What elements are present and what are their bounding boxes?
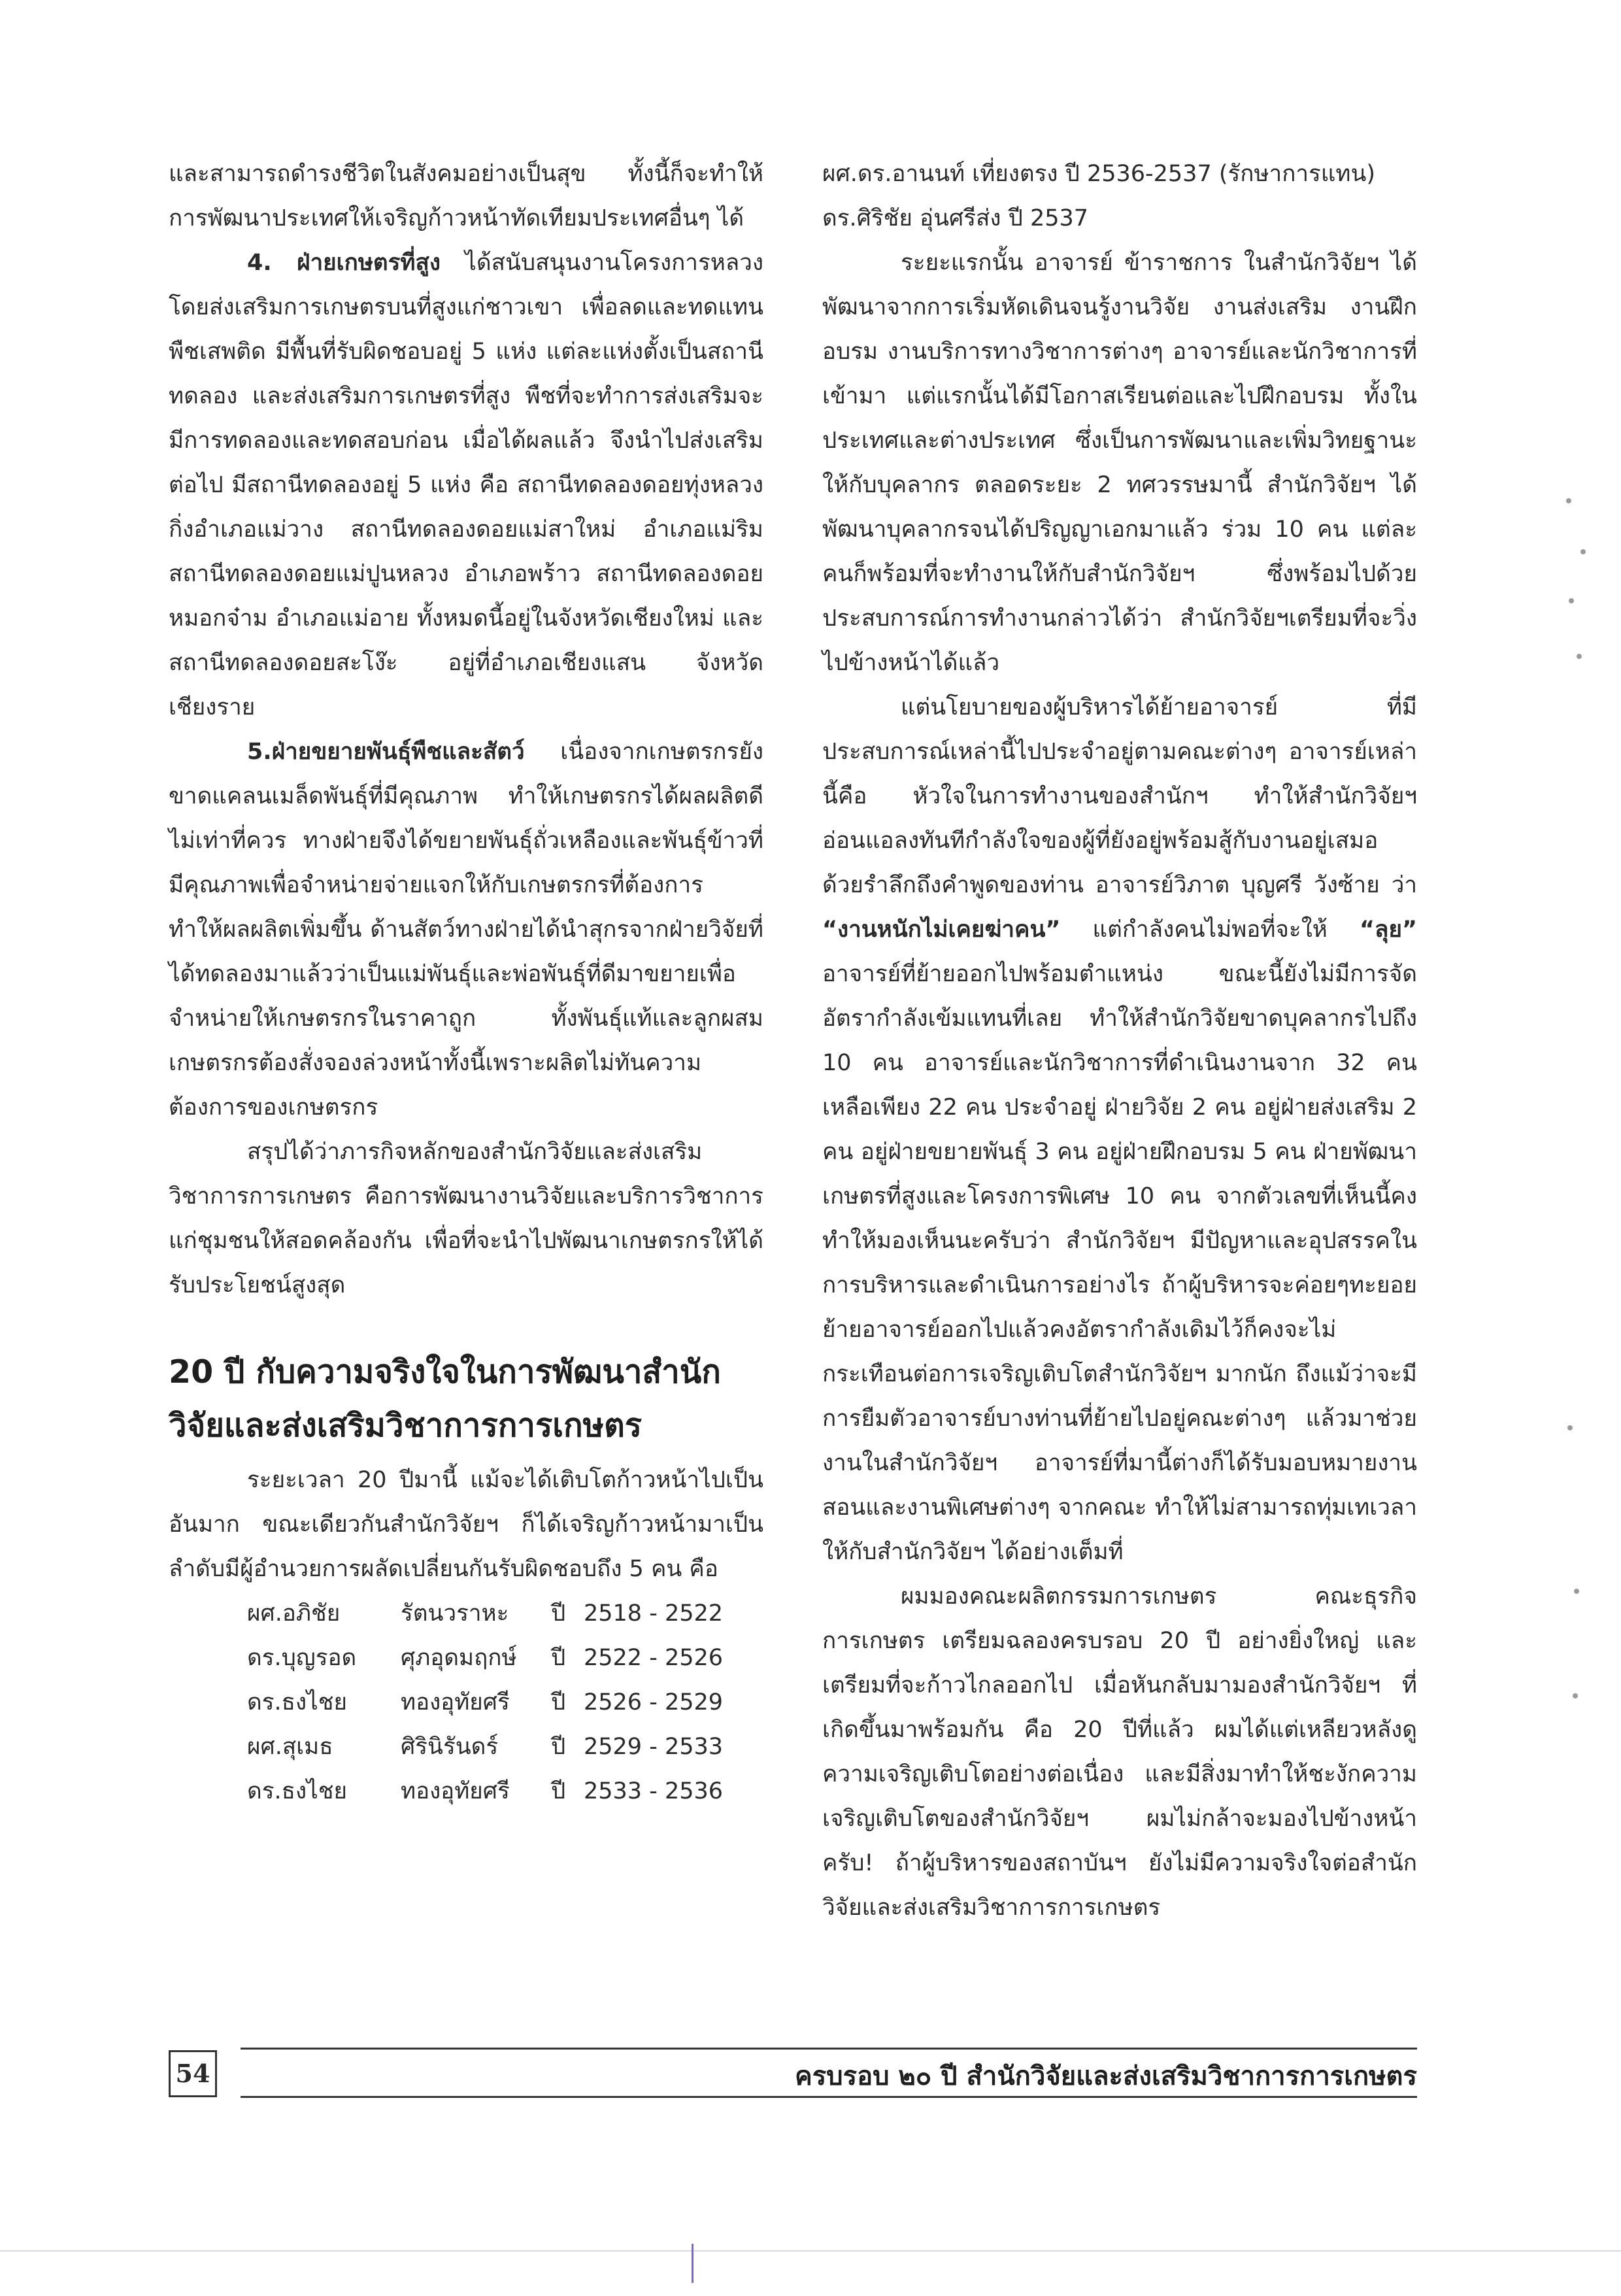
director-line: ผศ.ดร.อานนท์ เที่ยงตรง ปี 2536-2537 (รักษาการแทน) xyxy=(822,161,1376,187)
scan-speck xyxy=(1580,549,1586,554)
scan-speck xyxy=(1573,1693,1578,1698)
paragraph xyxy=(169,241,763,730)
term-years: 2518 - 2522 xyxy=(584,1600,724,1627)
year-label: ปี xyxy=(551,1734,566,1760)
director-row xyxy=(247,1769,763,1814)
paragraph-text: ได้สนับสนุนงานโครงการหลวงโดยส่งเสริมการเกษตรบนที่สูงแก่ชาวเขา เพื่อลดและทดแทนพืชเสพติด มีพื้นที่รับผิดชอบอยู่ 5 แห่ง แต่ละแห่งตั้งเป็นสถานีทดลอง และส่งเสริมการเกษตรที่สูง พืชที่จะทำการส่งเสริมจะมีการทดลองและทดสอบก่อน เมื่อได้ผลแล้ว จึงนำไปส่งเสริมต่อไป มีสถานีทดลองอยู่ 5 แห่ง คือ สถานีทดลองดอยทุ่งหลวง กิ่งอำเภอแม่วาง สถานีทดลองดอยแม่สาใหม่ อำเภอแม่ริม สถานีทดลองดอยแม่ปูนหลวง อำเภอพร้าว สถานีทดลองดอยหมอกจ๋าม อำเภอแม่อาย ทั้งหมดนี้อยู่ในจังหวัดเชียงใหม่ และสถานีทดลองดอยสะโง๊ะ อยู่ที่อำเภอเชียงแสน จังหวัดเชียงราย xyxy=(169,250,763,720)
director-name: ผศ.สุเมธ xyxy=(247,1734,333,1760)
scan-speck xyxy=(1574,1589,1579,1594)
paragraph-text: แต่นโยบายของผู้บริหารได้ย้ายอาจารย์ ที่มีประสบการณ์เหล่านี้ไปประจำอยู่ตามคณะต่างๆ อาจารย์เหล่านี้คือ หัวใจในการทำงานของสำนักฯ ทำให้สำนักวิจัยฯ อ่อนแอลงทันทีกำลังใจของผู้ที่ยังอยู่พร้อมสู้กับงานอยู่เสมอด้วยรำลึกถึงคำพูดของท่าน อาจารย์วิภาต บุญศรี วังซ้าย ว่า xyxy=(822,694,1417,898)
term-years: 2533 - 2536 xyxy=(584,1778,724,1804)
year-label: ปี xyxy=(551,1778,566,1804)
footer-rule-bottom xyxy=(241,2096,1417,2098)
paragraph: ระยะแรกนั้น อาจารย์ ข้าราชการ ในสำนักวิจัยฯ ได้พัฒนาจากการเริ่มหัดเดินจนรู้งานวิจัย งานส่งเสริม งานฝึกอบรม งานบริการทางวิชาการต่างๆ อาจารย์และนักวิชาการที่เข้ามา แต่แรกนั้นได้มีโอกาสเรียนต่อและไปฝึกอบรม ทั้งในประเทศและต่างประเทศ ซึ่งเป็นการพัฒนาและเพิ่มวิทยฐานะให้กับบุคลากร ตลอดระยะ 2 ทศวรรษมานี้ สำนักวิจัยฯ ได้พัฒนาบุคลากรจนได้ปริญญาเอกมาแล้ว ร่วม 10 คน แต่ละคนก็พร้อมที่จะทำงานให้กับสำนักวิจัยฯ ซึ่งพร้อมไปด้วยประสบการณ์การทำงานกล่าวได้ว่า สำนักวิจัยฯเตรียมที่จะวิ่งไปข้างหน้าได้แล้ว xyxy=(822,250,1417,676)
paragraph xyxy=(169,730,763,1130)
scan-edge-line xyxy=(0,2250,1621,2252)
term-years: 2526 - 2529 xyxy=(584,1689,724,1715)
scan-speck xyxy=(1569,598,1574,603)
director-row xyxy=(247,1680,763,1725)
section-label: 4. ฝ่ายเกษตรที่สูง xyxy=(247,250,441,276)
footer-rule-top xyxy=(241,2048,1417,2050)
director-row xyxy=(247,1725,763,1769)
paragraph-text: เนื่องจากเกษตรกรยังขาดแคลนเมล็ดพันธุ์ที่มีคุณภาพ ทำให้เกษตรกรได้ผลผลิตดีไม่เท่าที่ควร ทางฝ่ายจึงได้ขยายพันธุ์ถั่วเหลืองและพันธุ์ข้าวที่มีคุณภาพเพื่อจำหน่ายจ่ายแจกให้กับเกษตรกรที่ต้องการ ทำให้ผลผลิตเพิ่มขึ้น ด้านสัตว์ทางฝ่ายได้นำสุกรจากฝ่ายวิจัยที่ได้ทดลองมาแล้วว่าเป็นแม่พันธุ์และพ่อพันธุ์ที่ดีมาขยายเพื่อจำหน่ายให้เกษตรกรในราคาถูก ทั้งพันธุ์แท้และลูกผสม เกษตรกรต้องสั่งจองล่วงหน้าทั้งนี้เพราะผลิตไม่ทันความต้องการของเกษตรกร xyxy=(169,739,763,1121)
footer-title: ครบรอบ ๒๐ ปี สำนักวิจัยและส่งเสริมวิชาการการเกษตร xyxy=(794,2061,1417,2091)
director-surname: ทองอุทัยศรี xyxy=(401,1689,510,1715)
section-label: 5.ฝ่ายขยายพันธุ์พืชและสัตว์ xyxy=(247,739,525,765)
quote-text: “งานหนักไม่เคยฆ่าคน” xyxy=(822,917,1061,943)
director-name: ผศ.อภิชัย xyxy=(247,1600,341,1627)
director-row xyxy=(247,1636,763,1680)
director-surname: ทองอุทัยศรี xyxy=(401,1778,510,1804)
left-column xyxy=(169,152,763,1814)
section-heading: 20 ปี กับความจริงใจในการพัฒนาสำนักวิจัยและส่งเสริมวิชาการการเกษตร xyxy=(169,1353,721,1444)
director-surname: รัตนวราหะ xyxy=(401,1600,509,1627)
scan-edge-mark xyxy=(692,2244,694,2283)
paragraph: และสามารถดำรงชีวิตในสังคมอย่างเป็นสุข ทั้งนี้ก็จะทำให้การพัฒนาประเทศให้เจริญก้าวหน้าทัดเทียมประเทศอื่นๆ ได้ xyxy=(169,161,763,231)
director-name: ดร.ธงไชย xyxy=(247,1689,347,1715)
director-surname: ศิรินิรันดร์ xyxy=(401,1734,499,1760)
director-line: ดร.ศิริชัย อุ่นศรีส่ง ปี 2537 xyxy=(822,205,1089,231)
term-years: 2529 - 2533 xyxy=(584,1734,724,1760)
paragraph-text: อาจารย์ที่ย้ายออกไปพร้อมตำแหน่ง ขณะนี้ยังไม่มีการจัดอัตรากำลังเข้มแทนที่เลย ทำให้สำนักวิจัยขาดบุคลากรไปถึง 10 คน อาจารย์และนักวิชาการที่ดำเนินงานจาก 32 คน เหลือเพียง 22 คน ประจำอยู่ ฝ่ายวิจัย 2 คน อยู่ฝ่ายส่งเสริม 2 คน อยู่ฝ่ายขยายพันธุ์ 3 คน อยู่ฝ่ายฝึกอบรม 5 คน ฝ่ายพัฒนาเกษตรที่สูงและโครงการพิเศษ 10 คน จากตัวเลขที่เห็นนี้คงทำให้มองเห็นนะครับว่า สำนักวิจัยฯ มีปัญหาและอุปสรรคในการบริหารและดำเนินการอย่างไร ถ้าผู้บริหารจะค่อยๆทะยอยย้ายอาจารย์ออกไปแล้วคงอัตรากำลังเดิมไว้ก็คงจะไม่กระเทือนต่อการเจริญเติบโตสำนักวิจัยฯ มากนัก ถึงแม้ว่าจะมีการยืมตัวอาจารย์บางท่านที่ย้ายไปอยู่คณะต่างๆ แล้วมาช่วยงานในสำนักวิจัยฯ อาจารย์ที่มานี้ต่างก็ได้รับมอบหมายงานสอนและงานพิเศษต่างๆ จากคณะ ทำให้ไม่สามารถทุ่มเทเวลาให้กับสำนักวิจัยฯ ได้อย่างเต็มที่ xyxy=(822,961,1417,1565)
scan-speck xyxy=(1577,654,1582,659)
paragraph xyxy=(822,685,1417,1574)
page-footer xyxy=(169,2045,1417,2097)
director-name: ดร.บุญรอด xyxy=(247,1645,357,1671)
quote-text: “ลุย” xyxy=(1360,917,1417,943)
scan-speck xyxy=(1567,1425,1573,1430)
term-years: 2522 - 2526 xyxy=(584,1645,724,1671)
year-label: ปี xyxy=(551,1600,566,1627)
year-label: ปี xyxy=(551,1689,566,1715)
paragraph: ระยะเวลา 20 ปีมานี้ แม้จะได้เติบโตก้าวหน้าไปเป็นอันมาก ขณะเดียวกันสำนักวิจัยฯ ก็ได้เจริญก้าวหน้ามาเป็นลำดับมีผู้อำนวยการผลัดเปลี่ยนกันรับผิดชอบถึง 5 คน คือ xyxy=(169,1467,763,1582)
director-name: ดร.ธงไชย xyxy=(247,1778,347,1804)
right-column xyxy=(822,152,1417,1930)
year-label: ปี xyxy=(551,1645,566,1671)
director-surname: ศุภอุดมฤกษ์ xyxy=(401,1645,517,1671)
directors-list xyxy=(247,1591,763,1814)
paragraph: ผมมองคณะผลิตกรรมการเกษตร คณะธุรกิจการเกษตร เตรียมฉลองครบรอบ 20 ปี อย่างยิ่งใหญ่ และเตรียมที่จะก้าวไกลออกไป เมื่อหันกลับมามองสำนักวิจัยฯ ที่เกิดขึ้นมาพร้อมกัน คือ 20 ปีที่แล้ว ผมได้แต่เหลียวหลังดูความเจริญเติบโตอย่างต่อเนื่อง และมีสิ่งมาทำให้ชะงักความเจริญเติบโตของสำนักวิจัยฯ ผมไม่กล้าจะมองไปข้างหน้าครับ! ถ้าผู้บริหารของสถาบันฯ ยังไม่มีความจริงใจต่อสำนักวิจัยและส่งเสริมวิชาการการเกษตร xyxy=(822,1583,1417,1921)
scan-speck xyxy=(1566,498,1571,503)
paragraph: สรุปได้ว่าภารกิจหลักของสำนักวิจัยและส่งเสริมวิชาการการเกษตร คือการพัฒนางานวิจัยและบริการวิชาการแก่ชุมชนให้สอดคล้องกัน เพื่อที่จะนำไปพัฒนาเกษตรกรให้ได้รับประโยชน์สูงสุด xyxy=(169,1139,763,1298)
paragraph-text: แต่กำลังคนไม่พอที่จะให้ xyxy=(1060,917,1360,943)
page-number: 54 xyxy=(169,2050,217,2097)
director-row xyxy=(247,1591,763,1636)
